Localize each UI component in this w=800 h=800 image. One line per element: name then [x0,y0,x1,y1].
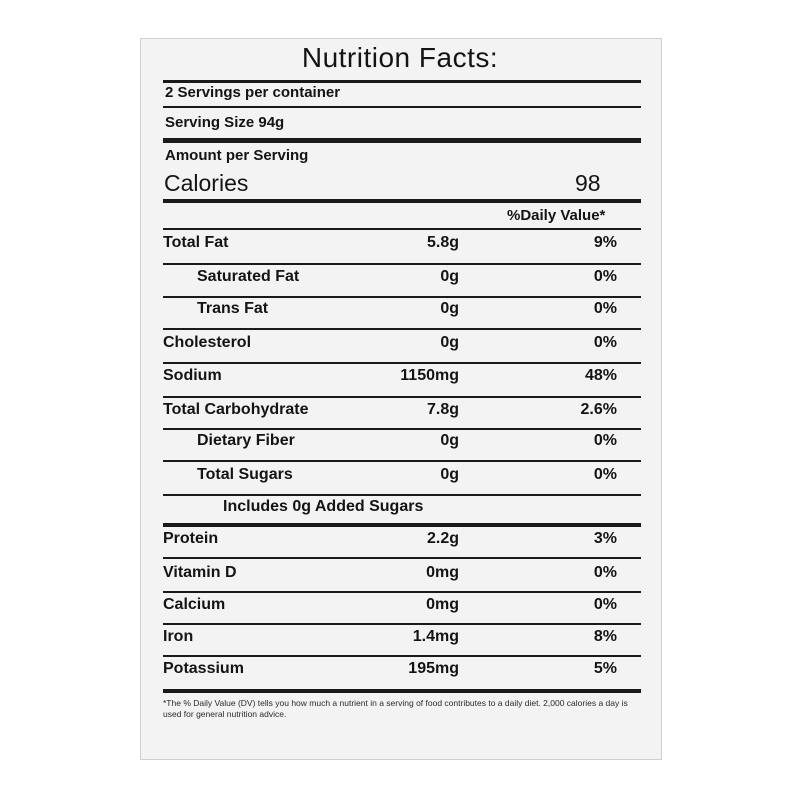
nutrient-amount: 7.8g [426,401,459,418]
divider [163,263,641,265]
nutrient-name: Trans Fat [197,300,269,317]
divider [163,396,641,398]
nutrient-amount: 5.8g [426,234,459,251]
nutrient-daily-value: 0% [593,334,617,351]
nutrient-row-iron [163,628,641,654]
nutrient-row-calcium [163,596,641,622]
nutrient-name: Potassium [163,660,244,677]
nutrient-name: Sodium [163,367,222,384]
nutrient-row-sodium [163,367,641,393]
nutrient-daily-value: 48% [584,367,617,384]
divider [163,80,641,83]
nutrient-name: Protein [163,530,219,547]
nutrient-amount: 0mg [426,596,459,613]
nutrient-row-total-carbohydrate [163,401,641,427]
nutrient-name: Total Fat [163,234,229,251]
divider [163,106,641,108]
nutrient-row-potassium [163,660,641,686]
nutrient-name: Iron [163,628,194,645]
nutrient-row-total-sugars [163,466,641,492]
nutrient-daily-value: 0% [593,268,617,285]
divider [163,296,641,298]
daily-value-footnote: *The % Daily Value (DV) tells you how much a nutrient in a serving of food contributes to a daily diet. 2,000 calories a day is used for general nutrition advice. [163,698,628,719]
nutrient-daily-value: 5% [593,660,617,677]
nutrient-daily-value: 0% [593,300,617,317]
thick-divider [163,138,641,143]
nutrient-amount: 195mg [408,660,459,677]
nutrient-daily-value: 0% [593,432,617,449]
divider [163,228,641,230]
nutrient-row-total-fat [163,234,641,260]
divider [163,591,641,593]
nutrient-amount: 0mg [426,564,459,581]
thick-divider [163,689,641,693]
nutrient-amount: 0g [440,268,459,285]
nutrient-daily-value: 0% [593,596,617,613]
nutrient-amount: 1150mg [400,367,459,384]
nutrient-amount: 0g [440,466,459,483]
nutrient-name: Dietary Fiber [197,432,295,449]
divider [163,623,641,625]
nutrient-row-cholesterol [163,334,641,360]
nutrient-name: Cholesterol [163,334,252,351]
nutrient-daily-value: 2.6% [580,401,617,418]
nutrient-name: Saturated Fat [197,268,300,285]
nutrient-name: Total Carbohydrate [163,401,309,418]
amount-per-serving: Amount per Serving [165,147,309,164]
nutrient-row-dietary-fiber [163,432,641,458]
nutrient-daily-value: 0% [593,466,617,483]
nutrient-name: Calcium [163,596,226,613]
nutrient-amount: 2.2g [426,530,459,547]
nutrient-row-vitamin-d [163,564,641,590]
calories-value: 98 [575,170,601,196]
nutrient-daily-value: 8% [593,628,617,645]
nutrient-row-saturated-fat [163,268,641,294]
divider [163,494,641,496]
divider [163,460,641,462]
label-title: Nutrition Facts: [301,42,499,73]
servings-per-container: 2 Servings per container [165,84,341,101]
divider [163,557,641,559]
divider [163,428,641,430]
daily-value-header: %Daily Value* [507,207,606,224]
thick-divider [163,199,641,203]
divider [163,655,641,657]
nutrient-daily-value: 9% [593,234,617,251]
nutrient-amount: 0g [440,300,459,317]
serving-size: Serving Size 94g [165,114,285,131]
nutrient-row-protein [163,530,641,556]
thick-divider [163,523,641,527]
nutrient-row-trans-fat [163,300,641,326]
nutrient-daily-value: 3% [593,530,617,547]
nutrient-name: Total Sugars [197,466,293,483]
calories-label: Calories [164,170,249,196]
nutrient-name: Vitamin D [163,564,237,581]
nutrient-amount: 0g [440,334,459,351]
nutrient-amount: 1.4mg [412,628,459,645]
divider [163,362,641,364]
nutrient-name: Includes 0g Added Sugars [223,498,424,515]
divider [163,328,641,330]
nutrient-daily-value: 0% [593,564,617,581]
nutrient-row-added-sugars [163,498,641,524]
nutrient-amount: 0g [440,432,459,449]
